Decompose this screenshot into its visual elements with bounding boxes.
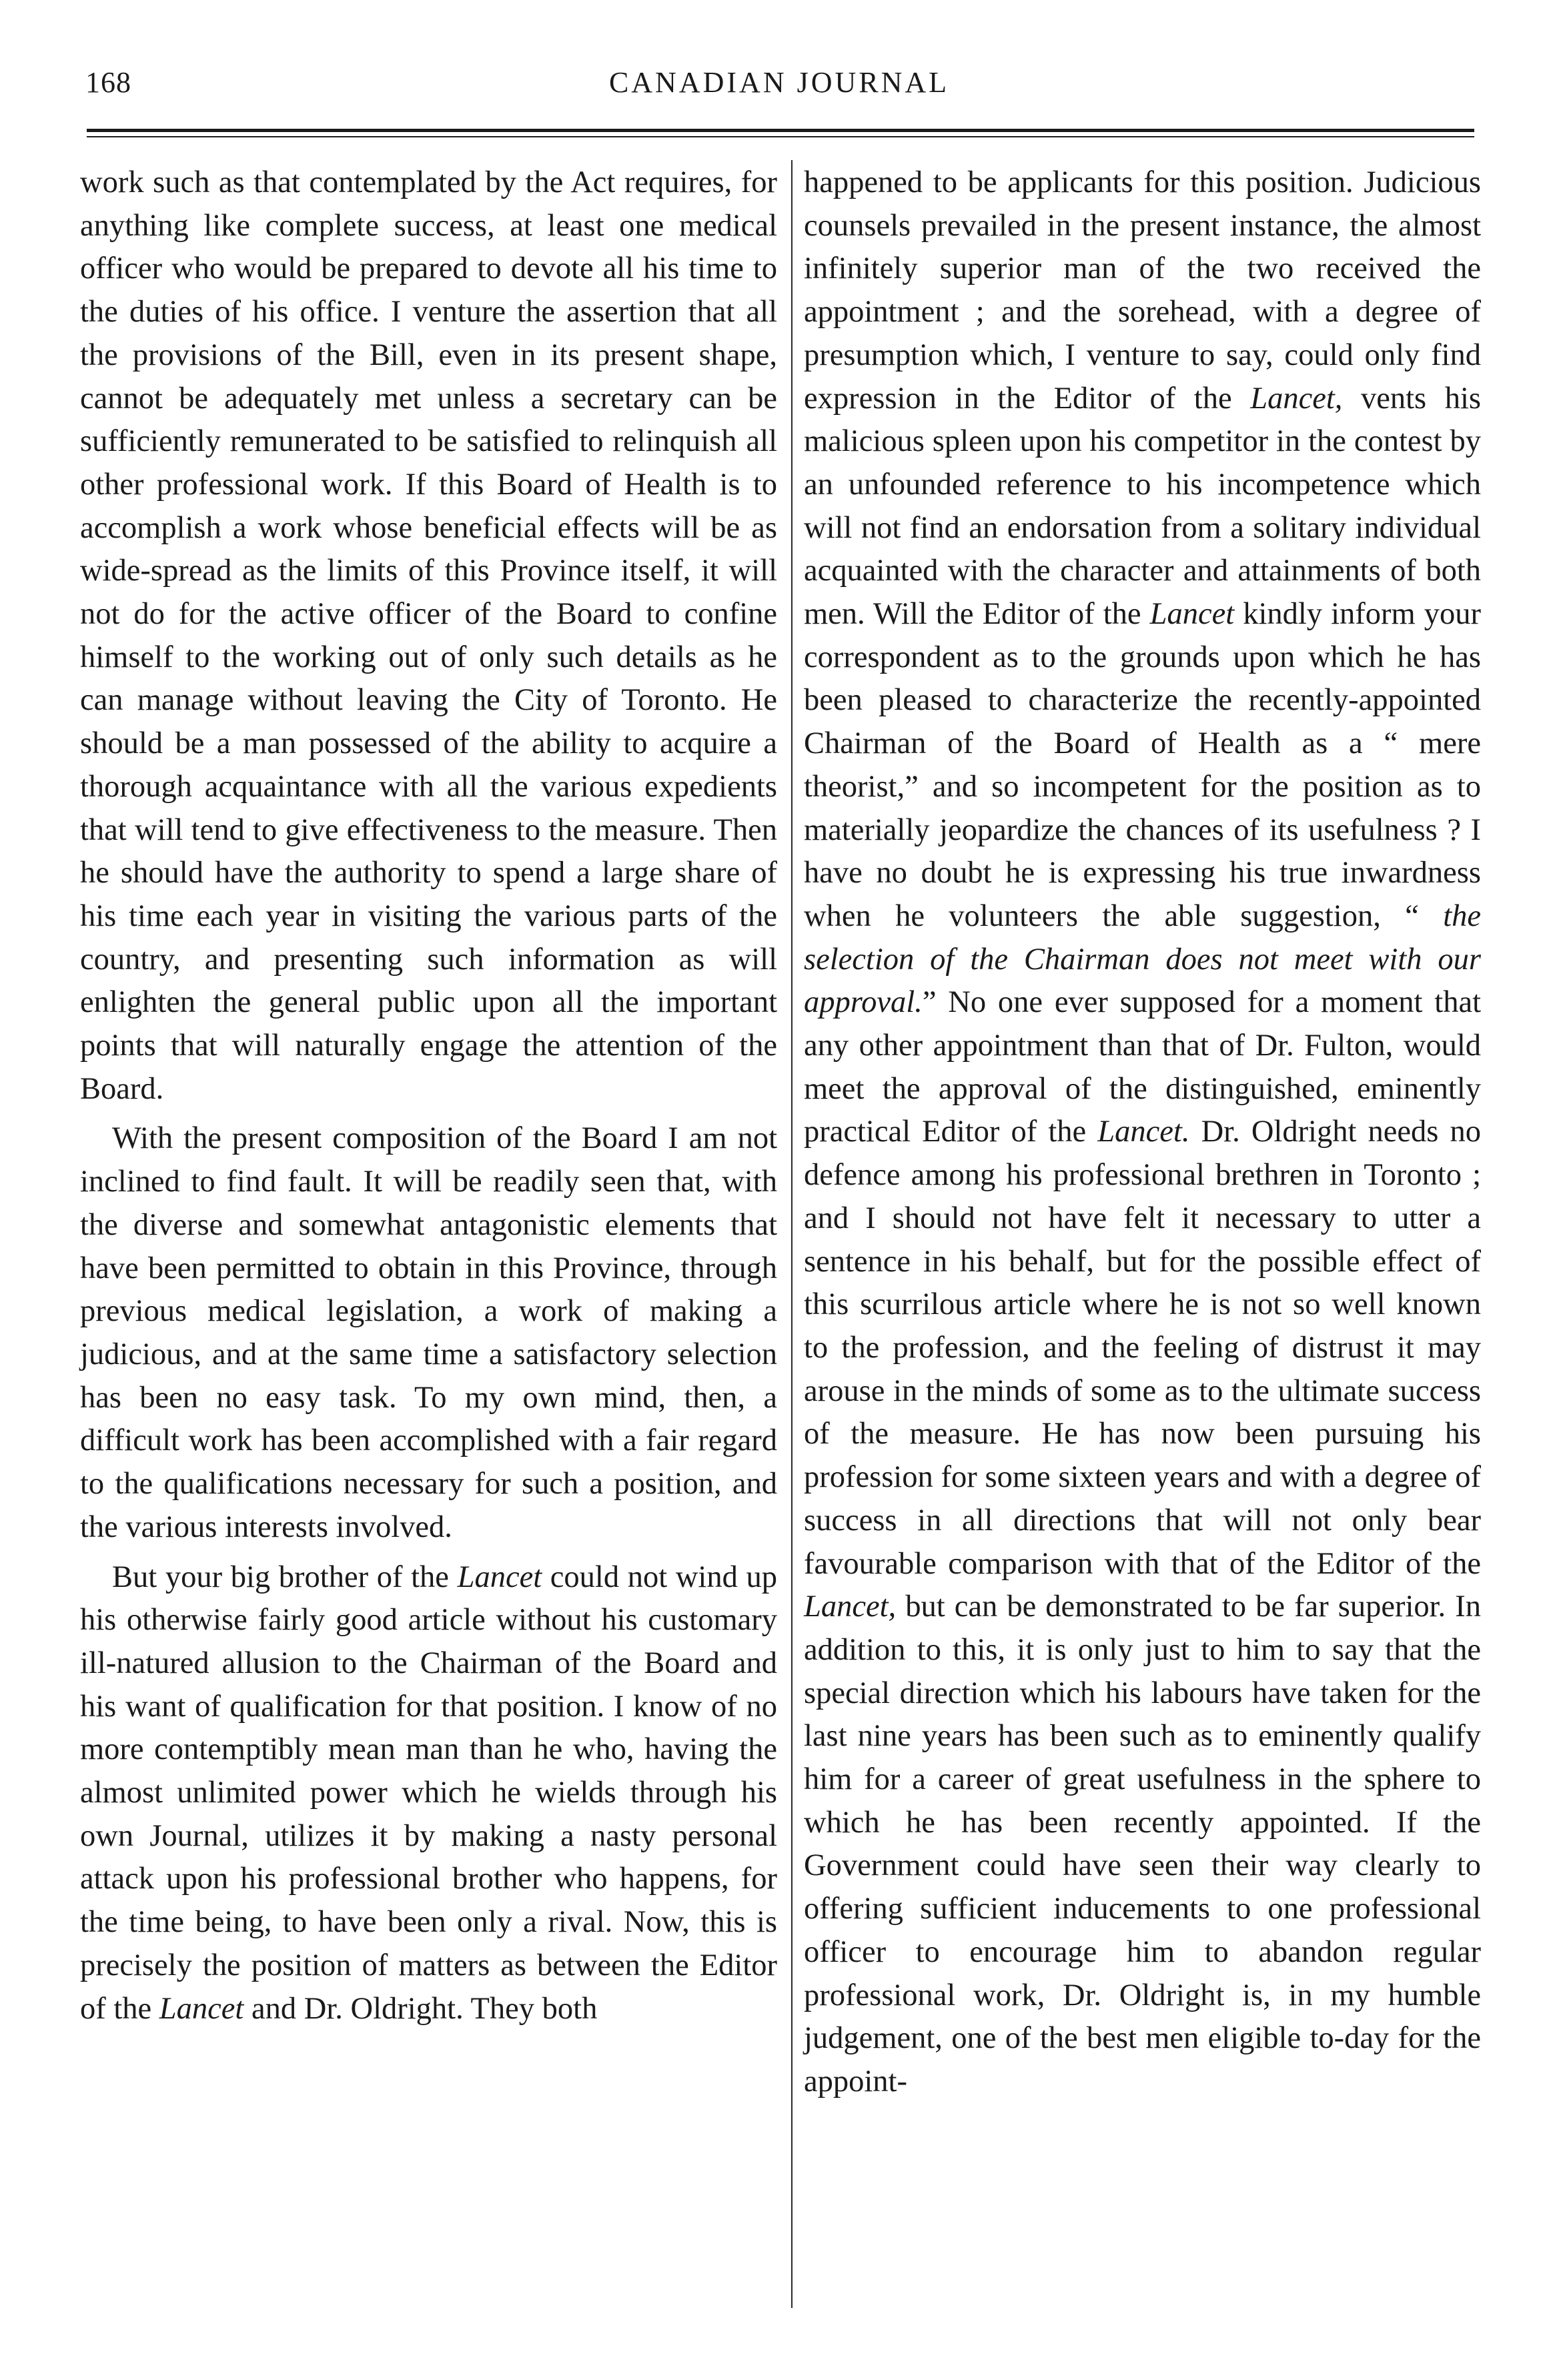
header-rule-thick [87,129,1474,132]
paragraph-oldright-defence [804,161,1481,2104]
paragraph-board-composition [80,1117,777,1549]
paragraph-text: ” No one ever supposed for a moment that any other appointment than that of Dr. Fulton, would meet the approval of the distinguished, eminently practical Editor of the [804,985,1481,1149]
italic-quotation: the selection of the Chairman does not meet with our approval. [804,899,1481,1020]
italic-lancet: Lancet [457,1560,542,1594]
italic-lancet: Lancet [1149,597,1235,632]
running-head [85,65,1473,105]
paragraph-text: could not wind up his otherwise fairly good article without his customary ill-natured allusion to the Chairman of the Board and his want of qualification for that position. I know of no more contemptibly mean man than he who, having the almost unlimited power which he wields through his own Journal, utilizes it by making a nasty personal attack upon his professional brother who happens, for the time being, to have been only a rival. Now, this is precisely the position of matters as between the Editor of the [80,1560,777,2026]
italic-lancet: Lancet, [1250,381,1343,416]
paragraph-text: vents his malicious spleen upon his competitor in the contest by an unfounded reference to his incompetence which will not find an endorsation from a solitary individual acquainted with the character and attainments of both men. Will the Editor of the [804,381,1482,632]
paragraph-text: happened to be applicants for this position. Judicious counsels prevailed in the present instance, the almost infinitely superior man of the two received the appointment ; and the sorehead, with a degree of presumption which, I venture to say, could only find expression in the Editor of the [804,165,1481,416]
paragraph-text: kindly inform your correspondent as to the grounds upon which he has been pleased to characterize the recently-appointed Chairman of the Board of Health as a “ mere theorist,” and so incompetent for the position as to materially jeopardize the chances of its usefulness ? I have no doubt he is expressing his true inwardness when he volunteers the able suggestion, “ [804,597,1481,933]
paragraph-board-officer [80,161,777,1111]
left-column [80,161,777,2037]
italic-lancet: Lancet. [1097,1115,1190,1149]
journal-title: CANADIAN JOURNAL [608,66,950,99]
paragraph-lancet-criticism [80,1556,777,2031]
italic-lancet: Lancet [159,1991,244,2026]
paragraph-text: work such as that contemplated by the Act requires, for anything like complete success, at least one medical officer who would be prepared to devote all his time to the duties of his office. I venture the assertion that all the provisions of the Bill, even in its present shape, cannot be adequately met unless a secretary can be sufficiently remunerated to be satisfied to relinquish all other professional work. If this Board of Health is to accomplish a work whose beneficial effects will be as wide-spread as the limits of this Province itself, it will not do for the active officer of the Board to confine himself to the working out of only such details as he can manage without leaving the City of Toronto. He should be a man possessed of the ability to acquire a thorough acquaintance with all the various expedients that will tend to give effectiveness to the measure. Then he should have the authority to spend a large share of his time each year in visiting the various parts of the country, and presenting such information as will enlighten the general public upon all the important points that will naturally engage the attention of the Board. [80,165,777,1106]
paragraph-text: With the present composition of the Board I am not inclined to find fault. It will be readily seen that, with the diverse and somewhat antagonistic elements that have been permitted to obtain in this Province, through previous medical legislation, a work of making a judicious, and at the same time a satisfactory selection has been no easy task. To my own mind, then, a difficult work has been accomplished with a fair regard to the qualifications necessary for such a position, and the various interests involved. [80,1121,777,1544]
paragraph-text: But your big brother of the [112,1560,458,1594]
header-rule-thin [87,136,1474,137]
right-column [804,161,1481,2111]
column-divider [791,160,793,2308]
italic-lancet: Lancet, [804,1590,897,1624]
paragraph-text: and Dr. Oldright. They both [243,1991,598,2026]
page-number: 168 [85,66,131,99]
paragraph-text: Dr. Oldright needs no defence among his professional brethren in Toronto ; and I should not have felt it necessary to utter a sentence in his behalf, but for the possible effect of this scurrilous article where he is not so well known to the profession, and the feeling of distrust it may arouse in the minds of some as to the ultimate success of the measure. He has now been pursuing his profession for some sixteen years and with a degree of success in all directions that will not only bear favourable comparison with that of the Editor of the [804,1115,1481,1581]
paragraph-text: but can be demonstrated to be far superior. In addition to this, it is only just to him to say that the special direction which his labours have taken for the last nine years has been such as to eminently qualify him for a career of great usefulness in the sphere to which he has been recently appointed. If the Government could have seen their way clearly to offering sufficient inducements to one professional officer to encourage him to abandon regular professional work, Dr. Oldright is, in my humble judgement, one of the best men eligible to-day for the appoint- [804,1590,1481,2099]
